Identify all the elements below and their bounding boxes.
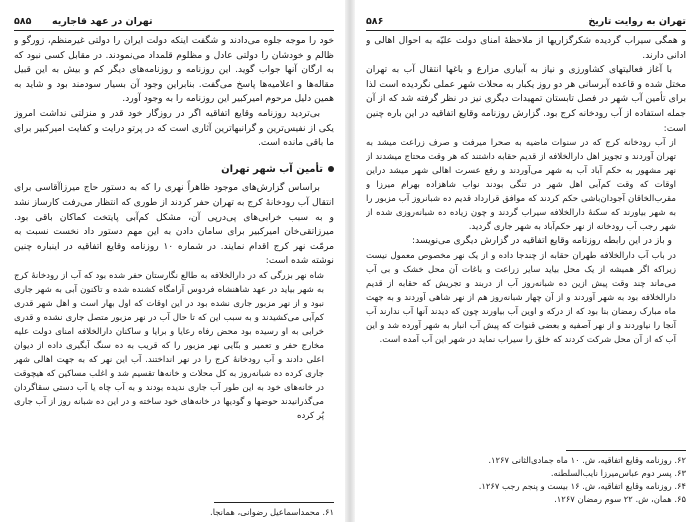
footnote: ۶۵. همان، ش. ۲۲ سوم رمضان ۱۲۶۷. xyxy=(554,494,686,504)
left-paragraph: بی‌تردید روزنامه وقایع اتفاقیه اگر در روزگار خود قدر و منزلتی نداشت امروز یکی از نفیس‌ترین و گرانبهاترین آثاری است که در پرتو درایت و کفایت امیرکبیر برای ما باقی مانده است. xyxy=(14,107,334,149)
block-quote: از آب رودخانه کرج که در سنوات ماضیه به صحرا میرفت و صرف زراعت میشد به تهران آوردند و تجویز اهل دارالخلافه از قدیم حقابه داشتند که هر وقت محتاج میشدند از نهر مشهور به حکم آباد آب به شهر می‌آوردند و رفع عسرت اهالی شهر میشد دراین اوقات که وقت کم‌آبی اهل شهر در تنگی بودند نواب شاهزاده بهرام میرزا و مقرب‌الخاقان آجودان‌باشی حکم کردند که موافق قرارداد قدیم ده شبانروز آب مزبور را به شهر بیاورند که سکنهٔ دارالخلافه سیراب گردند و چون زیاده ده شبانه‌روزی شده از شهر رجب آب رودخانه از نهر حکم‌آباد به شهر جاری گردید. xyxy=(366,138,676,233)
left-paragraph: خود را موجه جلوه می‌دادند و شگفت اینکه دولت ایران را دولتی غیرمنظم، زورگو و ظالم و خودشان را دولتی عادل و مظلوم قلمداد می‌نمودند. در مقابل کسی نبود که به ارگان آنها جواب گوید. این روزنامه و روزنامه‌های دیگر کم و بیش به این قبیل مقاله‌ها و اعلامیه‌ها پاسخ می‌گفت. بنابراین وجود آن بسیار سودمند بود و شاید به همین دلیل مرحوم امیرکبیر این روزنامه را به وجود آورد. xyxy=(14,35,334,105)
book-gutter xyxy=(345,0,355,522)
footnote: ۶۴. روزنامه وقایع اتفاقیه، ش. ۱۶ بیست و پنجم رجب ۱۲۶۷. xyxy=(478,481,686,491)
footnote: ۶۲. روزنامه وقایع اتفاقیه، ش. ۱۰ ماه جمادی‌الثانی ۱۲۶۷. xyxy=(488,455,686,465)
right-page xyxy=(366,0,686,522)
footnote-divider xyxy=(214,502,334,503)
section-title: تأمین آب شهر تهران xyxy=(221,163,323,175)
right-paragraph: و همگی سیراب گردیده شکرگزاریها از ملاحظهٔ امنای دولت علیّه به احوال اهالی و ادانی دارند. xyxy=(366,35,686,61)
left-page xyxy=(14,0,334,522)
footnote: ۶۳. پسر دوم عباس‌میرزا نایب‌السلطنه. xyxy=(550,468,686,478)
right-page-body xyxy=(366,34,686,347)
block-quote: در باب آب دارالخلافه طهران حقابه از چندجا داده و از یک نهر مخصوص معمول نیست زیراکه اگر همیشه از یک محل بیاید سایر زراعت و باغات آن محل خشک و بی آب می‌ماند چند وقت پیش ازین ده شبانه‌روز آب از دربند و تجریش که حقابه از قدیم دارالخلافه بود به شهر آوردند و از آن چهار شبانه‌روز هم از نهر شاهی آوردند و به جهت ماه مبارک رمضان بنا بود که از درکه و اوین آب بیاورند چون که دیدند آنها آب ندارند آب آنجا را نیاوردند و از نهر آصفیه و بعضی قنوات که پیش آب انبار به شهر آورده شد و این آب که از آن محل شرکت کردند که خلق را سیراب نماید در شهر این آب آمده است. xyxy=(366,250,676,345)
footnote: ۶۱. محمداسماعیل رضوانی، همانجا. xyxy=(210,507,334,517)
footnote-divider xyxy=(566,450,686,451)
block-quote: شاه نهر بزرگی که در دارالخلافه به طالع نگارستان حفر شده بود که آب از رودخانهٔ کرج به شهر بیاید در عهد شاهنشاه فردوس آرامگاه کشنده شده و تاکنون آبی به شهر جاری نبود و از نهر مزبور جاری نشده بود در این اوقات که اول بهار است و اهل شهر قدری کم‌آبی می‌کشیدند و به سبب این که تا حال آب در نهر مزبور متصل جاری نشده و قدری خرابی به او رسیده بود محض رفاه رعایا و برایا و ساکنان دارالخلافه امنای دولت علیه مخارج حفر و تعمیر و بنّایی نهر مزبور را که قریب به ده سنگ آبگیری داده از دیوان اعلی دادند و آب رودخانهٔ کرج را در نهر انداختند. آب این نهر که به جهت اهالی شهر جاری کرده ده شبانه‌روز به کل محلات و خانه‌ها تقسیم شد و اغلب مساکین که هیچوقت در خانه‌های خود به این طور آب جاری ندیده بودند و به آب چاه یا آب دستی سقاگردان می‌گذرانیدند حوضها و گودیها در خانه‌های خود ساخته و در این ده شبانه روز از آب جاری پُر کرده xyxy=(14,270,324,421)
right-paragraph: با آغاز فعالیتهای کشاورزی و نیاز به آبیاری مزارع و باغها انتقال آب به تهران مختل شده و قاعده آبرسانی هر دو روز یکبار به محلات شهر عملی نگردیده است لذا برای تأمین آب شهر در فصل تابستان تمهیدات دیگری نیز در نظر گرفته شد که از آن جمله استفاده از آب رودخانه کرج بود. گزارش روزنامه وقایع اتفاقیه در این باره چنین است: xyxy=(366,64,686,134)
left-running-title: تهران در عهد قاجاریه xyxy=(52,16,153,27)
left-page-number: ۵۸۵ xyxy=(14,16,32,27)
bullet-icon xyxy=(328,166,334,172)
left-footnotes xyxy=(14,496,334,519)
right-page-number: ۵۸۶ xyxy=(366,16,384,27)
right-paragraph: و باز در این رابطه روزنامه وقایع اتفاقیه در گزارش دیگری می‌نویسد: xyxy=(412,235,672,247)
right-footnotes xyxy=(366,444,686,506)
right-page-header xyxy=(366,14,686,31)
left-page-header xyxy=(14,14,334,31)
section-heading xyxy=(14,163,334,178)
right-running-title: تهران به روایت تاریخ xyxy=(588,16,686,27)
left-paragraph: براساس گزارش‌های موجود ظاهراً نهری را که به دستور حاج میرزاآقاسی برای انتقال آب رودخانهٔ کرج به تهران حفر کردند از طوری که انتظار می‌رفت کارساز نشد و به سبب خرابی‌های پی‌درپی آن، مشکل کم‌آبی پایتخت کماکان باقی بود. میرزاتقی‌خان امیرکبیر برای سامان دادن به این مهم دستور داد نخست نسبت به مرمّت نهر کرج اقدام نمایند. در شماره ۱۰ روزنامه وقایع اتفاقیه در اینباره چنین نوشته شده است: xyxy=(14,182,334,267)
left-page-body xyxy=(14,34,334,423)
